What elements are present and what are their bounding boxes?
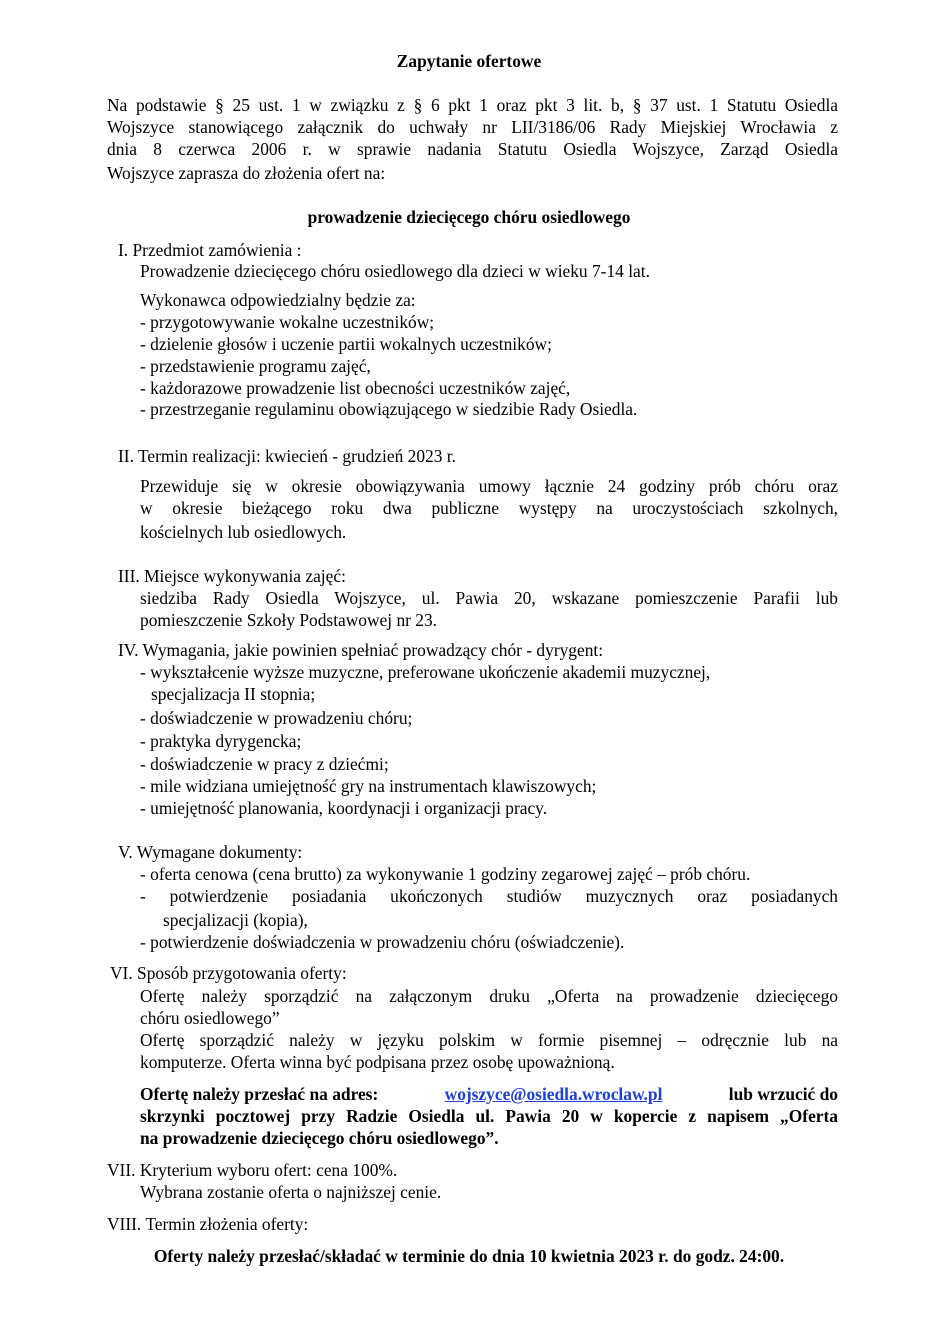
deadline-statement: Oferty należy przesłać/składać w terminie do dnia 10 kwietnia 2023 r. do godz. 24:00. (153, 1246, 785, 1266)
section-1-lead: Wykonawca odpowiedzialny będzie za: (140, 290, 416, 310)
list-item: - doświadczenie w pracy z dziećmi; (140, 754, 389, 774)
section-7-body: Wybrana zostanie oferta o najniższej cenie. (140, 1182, 442, 1202)
submission-line-3: na prowadzenie dziecięcego chóru osiedlowego”. (140, 1128, 499, 1148)
section-2-line-1: Przewiduje się w okresie obowiązywania umowy łącznie 24 godziny prób chóru oraz (140, 476, 838, 496)
section-6-line-2: chóru osiedlowego” (140, 1008, 280, 1028)
section-1-heading: I. Przedmiot zamówienia : (118, 240, 302, 260)
list-item: - potwierdzenie posiadania ukończonych studiów muzycznych oraz posiadanych (140, 886, 838, 906)
list-item: - mile widziana umiejętność gry na instrumentach klawiszowych; (140, 776, 597, 796)
list-item: - przygotowywanie wokalne uczestników; (140, 312, 435, 332)
section-2-line-3: kościelnych lub osiedlowych. (140, 522, 347, 542)
section-6-line-4: komputerze. Oferta winna być podpisana przez osobę upoważnioną. (140, 1052, 615, 1072)
email-link[interactable]: wojszyce@osiedla.wroclaw.pl (444, 1084, 663, 1104)
list-item: - przedstawienie programu zajęć, (140, 356, 371, 376)
submission-alt: lub wrzucić do (728, 1084, 838, 1104)
list-item-continuation: specjalizacji (kopia), (163, 910, 308, 930)
submission-line-2: skrzynki pocztowej przy Radzie Osiedla ul. Pawia 20 w kopercie z napisem „Oferta (140, 1106, 838, 1126)
list-item: - doświadczenie w prowadzeniu chóru; (140, 708, 413, 728)
section-1-description: Prowadzenie dziecięcego chóru osiedlowego dla dzieci w wieku 7-14 lat. (140, 261, 650, 281)
intro-line-1: Na podstawie § 25 ust. 1 w związku z § 6 pkt 1 oraz pkt 3 lit. b, § 37 ust. 1 Statutu Osiedla (107, 95, 838, 115)
section-2-line-2: w okresie bieżącego roku dwa publiczne występy na uroczystościach szkolnych, (140, 498, 838, 518)
section-3-line-1: siedziba Rady Osiedla Wojszyce, ul. Pawia 20, wskazane pomieszczenie Parafii lub (140, 588, 838, 608)
list-item: - praktyka dyrygencka; (140, 731, 302, 751)
section-8-heading: VIII. Termin złożenia oferty: (107, 1214, 309, 1234)
section-6-heading: VI. Sposób przygotowania oferty: (110, 963, 347, 983)
intro-line-2: Wojszyce stanowiącego załącznik do uchwały nr LII/3186/06 Rady Miejskiej Wrocławia z (107, 117, 838, 137)
subject-heading: prowadzenie dziecięcego chóru osiedlowego (307, 207, 631, 227)
section-7-heading: VII. Kryterium wyboru ofert: cena 100%. (107, 1160, 398, 1180)
submission-lead: Ofertę należy przesłać na adres: (140, 1084, 379, 1104)
list-item: - potwierdzenie doświadczenia w prowadzeniu chóru (oświadczenie). (140, 932, 625, 952)
intro-line-3: dnia 8 czerwca 2006 r. w sprawie nadania Statutu Osiedla Wojszyce, Zarząd Osiedla (107, 139, 838, 159)
document-title: Zapytanie ofertowe (396, 51, 542, 71)
section-6-line-1: Ofertę należy sporządzić na załączonym druku „Oferta na prowadzenie dziecięcego (140, 986, 838, 1006)
section-3-line-2: pomieszczenie Szkoły Podstawowej nr 23. (140, 610, 438, 630)
list-item: - wykształcenie wyższe muzyczne, preferowane ukończenie akademii muzycznej, (140, 662, 711, 682)
submission-address-line (140, 1084, 838, 1106)
section-6-line-3: Ofertę sporządzić należy w języku polskim w formie pisemnej – odręcznie lub na (140, 1030, 838, 1050)
list-item: - oferta cenowa (cena brutto) za wykonywanie 1 godziny zegarowej zajęć – prób chóru. (140, 864, 751, 884)
list-item-continuation: specjalizacja II stopnia; (151, 684, 316, 704)
list-item: - każdorazowe prowadzenie list obecności uczestników zajęć, (140, 378, 571, 398)
intro-line-4: Wojszyce zaprasza do złożenia ofert na: (107, 163, 386, 183)
list-item: - przestrzeganie regulaminu obowiązującego w siedzibie Rady Osiedla. (140, 399, 638, 419)
section-5-heading: V. Wymagane dokumenty: (118, 842, 303, 862)
list-item: - dzielenie głosów i uczenie partii wokalnych uczestników; (140, 334, 552, 354)
section-2-heading: II. Termin realizacji: kwiecień - grudzień 2023 r. (118, 446, 456, 466)
section-4-heading: IV. Wymagania, jakie powinien spełniać prowadzący chór - dyrygent: (118, 640, 604, 660)
section-3-heading: III. Miejsce wykonywania zajęć: (118, 566, 346, 586)
list-item: - umiejętność planowania, koordynacji i organizacji pracy. (140, 798, 548, 818)
